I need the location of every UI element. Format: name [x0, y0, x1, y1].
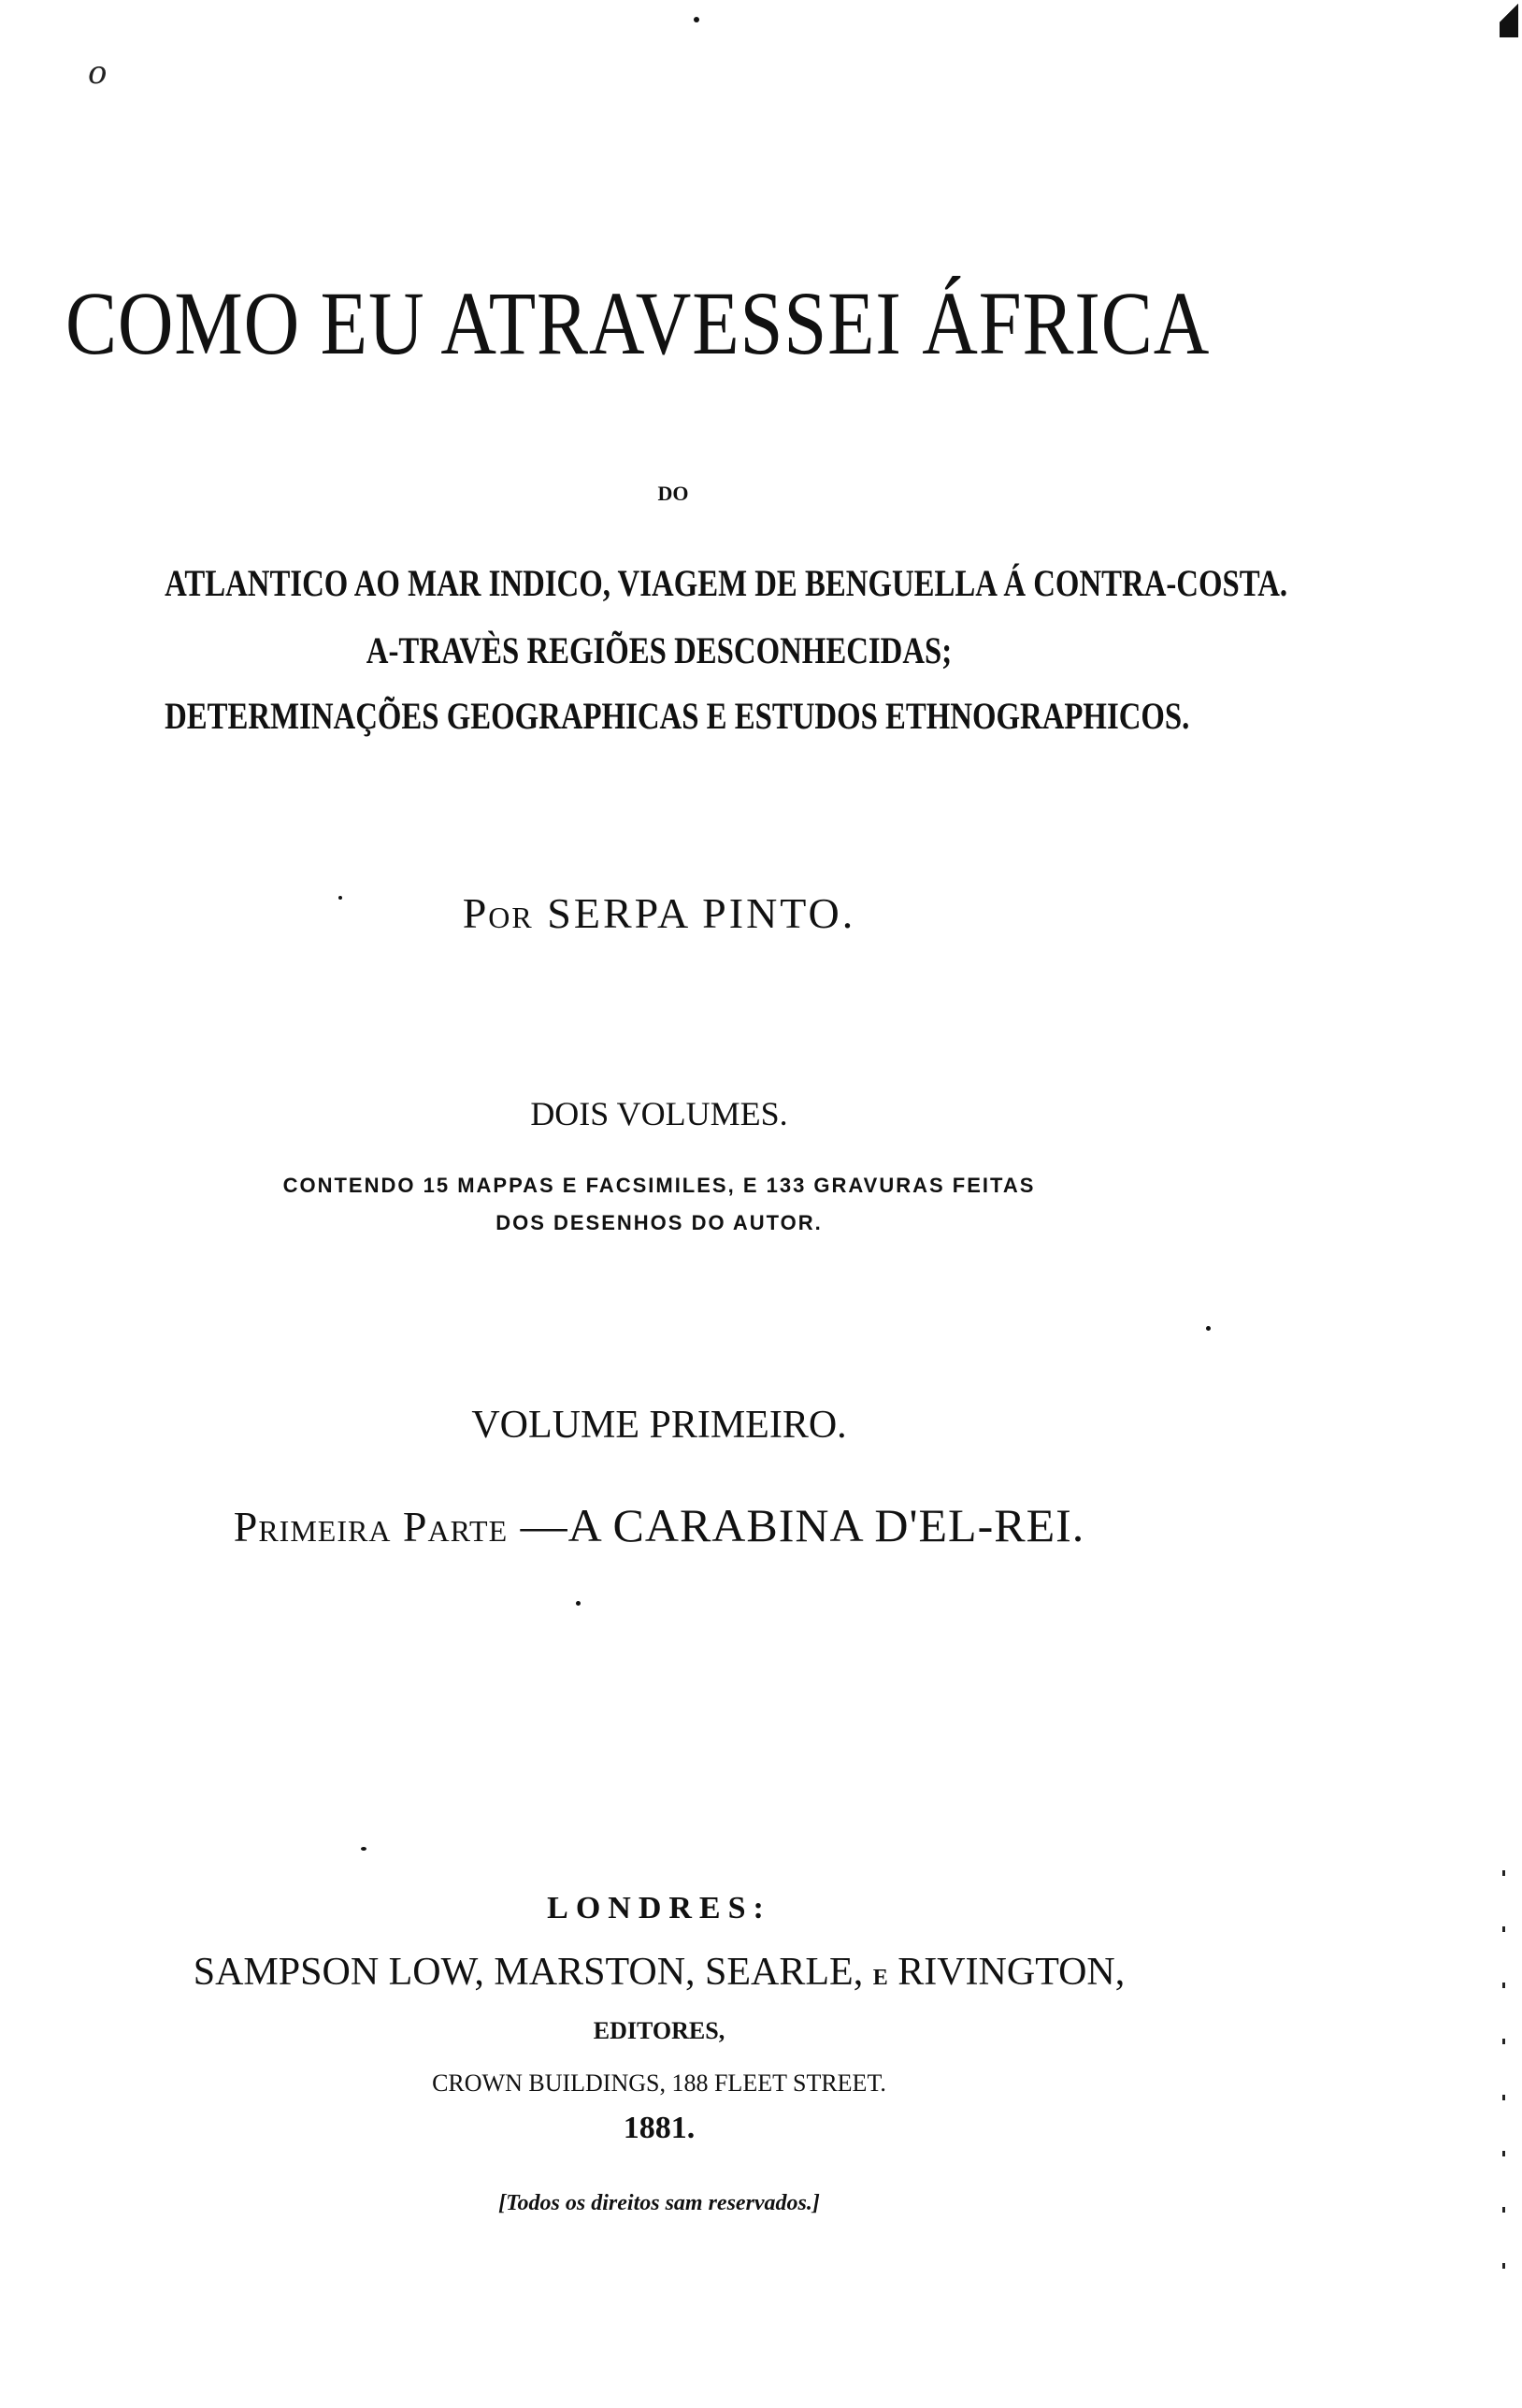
scan-speck [361, 1847, 366, 1851]
part-dash: — [520, 1499, 568, 1551]
scan-speck [338, 896, 342, 900]
publisher-names: SAMPSON LOW, MARSTON, SEARLE, [193, 1951, 864, 1994]
part-line [56, 1498, 1262, 1552]
scan-speck [576, 1601, 581, 1606]
subtitle-line-1: ATLANTICO AO MAR INDICO, VIAGEM DE BENGUELLA Á CONTRA-COSTA. [165, 562, 1288, 604]
volumes-line: DOIS VOLUMES. [530, 1095, 788, 1132]
volume-label: VOLUME PRIMEIRO. [471, 1404, 847, 1447]
corner-mark: o [88, 54, 108, 92]
scan-edge-mark [1500, 0, 1518, 37]
author-prefix: Por [462, 889, 534, 937]
contents-line-1: CONTENDO 15 MAPPAS E FACSIMILES, E 133 GRAVURAS FEITAS [282, 1174, 1036, 1197]
subtitle-line-3: DETERMINAÇÕES GEOGRAPHICAS E ESTUDOS ETHNOGRAPHICOS. [165, 695, 1190, 737]
author-line [56, 888, 1262, 938]
imprint-year: 1881. [623, 2111, 696, 2145]
scan-edge-line [1502, 1870, 1505, 2319]
rights-notice: [Todos os direitos sam reservados.] [498, 2191, 820, 2215]
subtitle-line-2: A-TRAVÈS REGIÕES DESCONHECIDAS; [366, 629, 953, 671]
imprint-publisher [56, 1950, 1262, 1995]
publisher-conjunction: E [872, 1966, 888, 1990]
imprint-address: CROWN BUILDINGS, 188 FLEET STREET. [432, 2069, 886, 2097]
part-title: A CARABINA D'EL-REI. [567, 1499, 1085, 1551]
part-label: Primeira Parte [233, 1503, 509, 1550]
connector-word: DO [657, 482, 689, 505]
imprint-city: LONDRES: [547, 1891, 771, 1925]
contents-line-2: DOS DESENHOS DO AUTOR. [495, 1211, 823, 1234]
scan-speck [1206, 1326, 1211, 1331]
book-title: COMO EU ATRAVESSEI ÁFRICA [65, 273, 1211, 373]
scan-speck [694, 17, 699, 22]
publisher-last-name: RIVINGTON, [897, 1951, 1126, 1994]
author-name: SERPA PINTO. [547, 889, 856, 937]
imprint-role: EDITORES, [593, 2017, 725, 2044]
